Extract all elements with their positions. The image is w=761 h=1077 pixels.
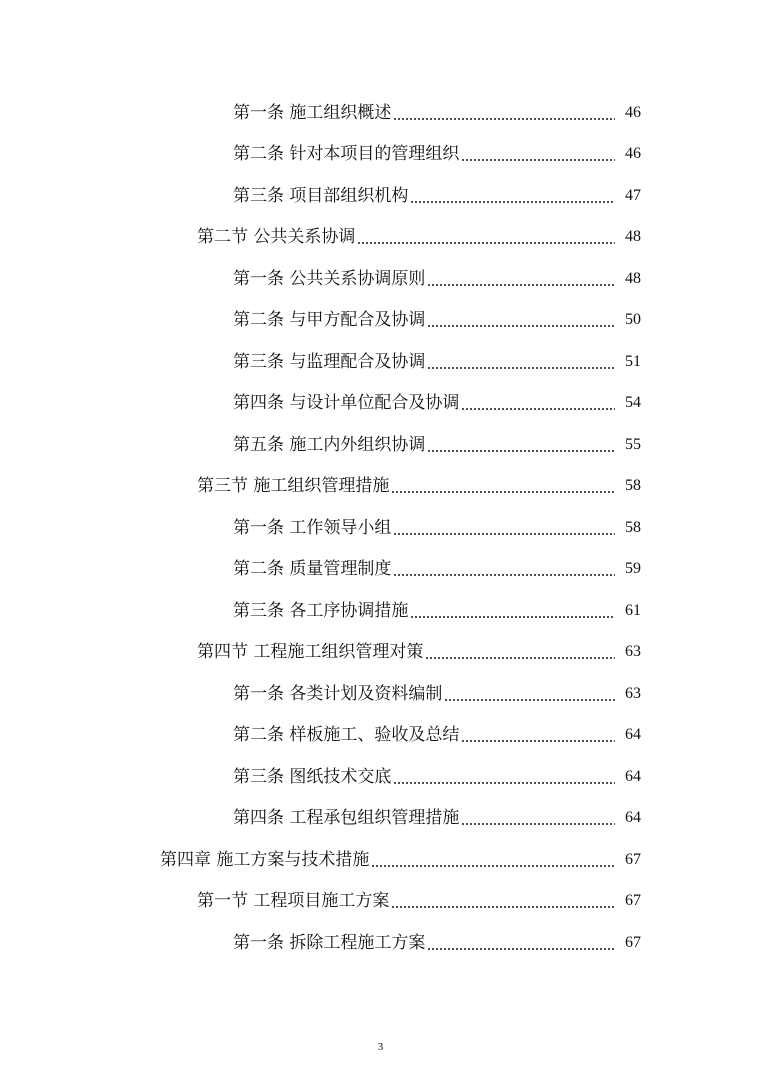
toc-leader-dots [461, 740, 615, 742]
toc-leader-dots [461, 159, 615, 161]
toc-entry-page: 67 [625, 892, 641, 910]
toc-entry-page: 58 [625, 477, 641, 495]
toc-entry[interactable] [0, 881, 761, 923]
toc-entry-label: 第一节 工程项目施工方案 [197, 891, 390, 912]
toc-entry-label: 第二条 质量管理制度 [233, 559, 392, 580]
toc-leader-dots [427, 284, 615, 286]
toc-entry-page: 50 [625, 311, 641, 329]
toc-entry-label: 第二条 样板施工、验收及总结 [233, 725, 460, 746]
toc-entry-label: 第一条 施工组织概述 [233, 102, 392, 123]
toc-leader-dots [410, 201, 615, 203]
toc-entry-page: 55 [625, 435, 641, 453]
toc-entry-label: 第三条 各工序协调措施 [233, 600, 409, 621]
toc-entry-label: 第三条 项目部组织机构 [233, 185, 409, 206]
toc-leader-dots [393, 782, 615, 784]
toc-entry[interactable] [0, 632, 761, 674]
toc-entry[interactable] [0, 175, 761, 217]
toc-entry-page: 54 [625, 394, 641, 412]
toc-leader-dots [427, 367, 615, 369]
table-of-contents [0, 92, 761, 964]
toc-entry[interactable] [0, 549, 761, 591]
toc-entry-label: 第二节 公共关系协调 [197, 227, 356, 248]
toc-leader-dots [393, 533, 615, 535]
toc-leader-dots [461, 823, 615, 825]
toc-entry-page: 51 [625, 352, 641, 370]
toc-leader-dots [427, 325, 615, 327]
toc-entry-page: 46 [625, 145, 641, 163]
toc-leader-dots [357, 242, 615, 244]
toc-entry[interactable] [0, 798, 761, 840]
toc-entry-page: 63 [625, 643, 641, 661]
toc-leader-dots [391, 491, 615, 493]
toc-leader-dots [425, 657, 615, 659]
toc-entry[interactable] [0, 134, 761, 176]
toc-entry[interactable] [0, 217, 761, 259]
toc-entry-page: 67 [625, 933, 641, 951]
toc-entry-page: 46 [625, 103, 641, 121]
toc-entry[interactable] [0, 507, 761, 549]
toc-entry[interactable] [0, 756, 761, 798]
toc-entry-label: 第一条 拆除工程施工方案 [233, 932, 426, 953]
toc-leader-dots [393, 574, 615, 576]
toc-entry-label: 第三条 图纸技术交底 [233, 766, 392, 787]
toc-entry[interactable] [0, 590, 761, 632]
toc-entry-page: 61 [625, 601, 641, 619]
toc-entry-page: 48 [625, 228, 641, 246]
page-number: 3 [377, 1041, 384, 1053]
toc-entry[interactable] [0, 673, 761, 715]
toc-entry-page: 64 [625, 809, 641, 827]
toc-entry-label: 第五条 施工内外组织协调 [233, 434, 426, 455]
toc-leader-dots [461, 408, 615, 410]
toc-entry-label: 第二条 针对本项目的管理组织 [233, 144, 460, 165]
toc-entry-page: 63 [625, 684, 641, 702]
toc-entry-page: 47 [625, 186, 641, 204]
toc-leader-dots [391, 906, 615, 908]
toc-entry[interactable] [0, 839, 761, 881]
toc-leader-dots [410, 616, 615, 618]
toc-entry-label: 第三节 施工组织管理措施 [197, 476, 390, 497]
toc-entry-label: 第三条 与监理配合及协调 [233, 351, 426, 372]
toc-entry[interactable] [0, 424, 761, 466]
toc-leader-dots [427, 450, 615, 452]
toc-entry[interactable] [0, 341, 761, 383]
toc-entry-label: 第二条 与甲方配合及协调 [233, 310, 426, 331]
toc-leader-dots [427, 948, 615, 950]
toc-entry-page: 59 [625, 560, 641, 578]
toc-leader-dots [371, 865, 615, 867]
toc-entry-page: 64 [625, 726, 641, 744]
toc-entry-label: 第四章 施工方案与技术措施 [160, 849, 370, 870]
toc-leader-dots [393, 118, 615, 120]
toc-entry-label: 第四条 与设计单位配合及协调 [233, 393, 460, 414]
toc-entry-label: 第一条 各类计划及资料编制 [233, 683, 443, 704]
toc-entry[interactable] [0, 922, 761, 964]
toc-entry[interactable] [0, 715, 761, 757]
toc-entry-page: 67 [625, 850, 641, 868]
toc-entry-label: 第四条 工程承包组织管理措施 [233, 808, 460, 829]
toc-leader-dots [444, 699, 615, 701]
toc-entry-page: 58 [625, 518, 641, 536]
toc-entry[interactable] [0, 466, 761, 508]
toc-entry-page: 64 [625, 767, 641, 785]
toc-entry[interactable] [0, 258, 761, 300]
toc-entry[interactable] [0, 300, 761, 342]
toc-entry[interactable] [0, 383, 761, 425]
toc-entry-page: 48 [625, 269, 641, 287]
toc-entry-label: 第一条 公共关系协调原则 [233, 268, 426, 289]
toc-entry[interactable] [0, 92, 761, 134]
toc-entry-label: 第一条 工作领导小组 [233, 517, 392, 538]
toc-entry-label: 第四节 工程施工组织管理对策 [197, 642, 424, 663]
